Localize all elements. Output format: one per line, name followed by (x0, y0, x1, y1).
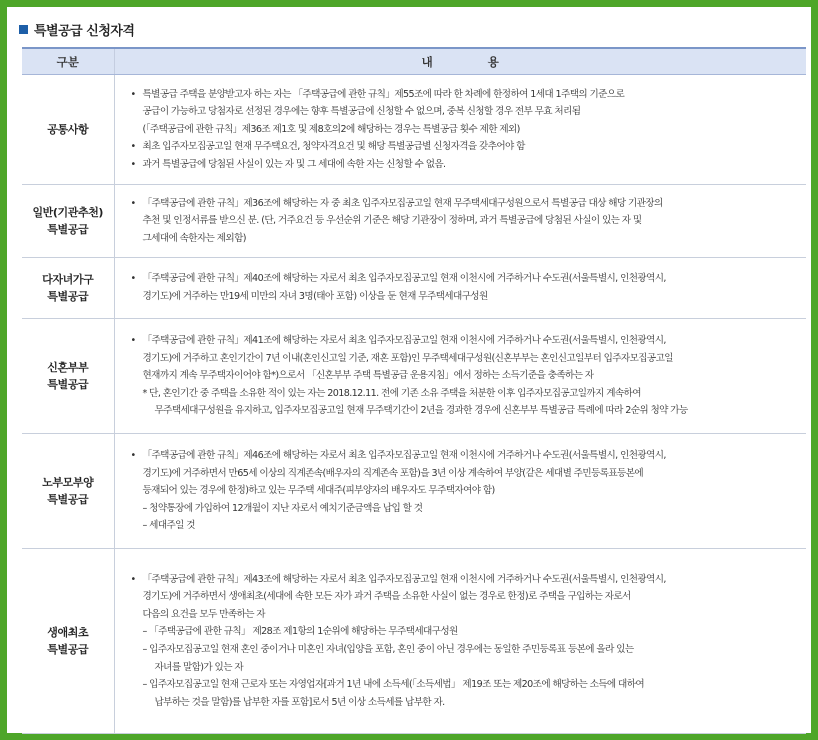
category-label: 일반(기관추천) (32, 206, 104, 219)
content-line: • 「주택공급에 관한 규칙」제43조에 해당하는 자로서 최초 입주자모집공고일 현재 이천시에 거주하거나 수도권(서울특별시, 인천광역시, (131, 571, 801, 589)
category-label: 특별공급 (47, 223, 89, 236)
header-content: 내용 (114, 48, 806, 75)
row-content (114, 258, 806, 319)
table-row (22, 185, 806, 258)
content-line: (「주택공급에 관한 규칙」제36조 제1호 및 제8호의2에 해당하는 경우는 특별공급 횟수 제한 제외) (142, 123, 520, 135)
row-content (114, 185, 806, 258)
content-line: 추천 및 인정서류를 받으신 분. (단, 거주요건 등 우선순위 기준은 해당 기관장이 정하며, 과거 특별공급에 당첨된 사실이 있는 자 및 (142, 215, 642, 227)
content-line: 다음의 요건을 모두 만족하는 자 (142, 608, 265, 620)
row-content (114, 319, 806, 434)
table-body (22, 75, 806, 734)
content-line: 자녀를 말함)가 있는 자 (154, 661, 243, 673)
content-line: 경기도)에 거주하면서 만65세 이상의 직계존속(배우자의 직계존속 포함)을 3년 이상 계속하여 부양(같은 세대별 주민등록표등본에 (142, 467, 644, 479)
eligibility-table (22, 47, 806, 734)
content-line: 경기도)에 거주하는 만19세 미만의 자녀 3명(태아 포함) 이상을 둔 현재 무주택세대구성원 (142, 291, 488, 302)
section-title-text: 특별공급 신청자격 (34, 23, 135, 39)
category-label: 다자녀가구 (42, 273, 94, 286)
content-line: • 「주택공급에 관한 규칙」제40조에 해당하는 자로서 최초 입주자모집공고일 현재 이천시에 거주하거나 수도권(서울특별시, 인천광역시, (131, 270, 801, 288)
row-content (114, 549, 806, 734)
category-label: 공통사항 (47, 123, 89, 136)
row-category (22, 258, 114, 319)
category-label: 생애최초 (47, 626, 89, 639)
row-category (22, 185, 114, 258)
content-line: • 과거 특별공급에 당첨된 사실이 있는 자 및 그 세대에 속한 자는 신청할 수 없음. (131, 156, 801, 174)
content-line: • 「주택공급에 관한 규칙」제46조에 해당하는 자로서 최초 입주자모집공고일 현재 이천시에 거주하거나 수도권(서울특별시, 인천광역시, (131, 447, 801, 465)
content-line: 납부하는 것을 말함)를 납부한 자를 포함]로서 5년 이상 소득세를 납부한 자. (154, 696, 445, 708)
content-line: 경기도)에 거주하면서 생애최초(세대에 속한 모든 자가 과거 주택을 소유한 사실이 없는 경우로 한정)로 주택을 구입하는 자로서 (142, 591, 631, 603)
row-category (22, 549, 114, 734)
content-line: • 「주택공급에 관한 규칙」제41조에 해당하는 자로서 최초 입주자모집공고일 현재 이천시에 거주하거나 수도권(서울특별시, 인천광역시, (131, 332, 801, 350)
content-line: – 「주택공급에 관한 규칙」 제28조 제1항의 1순위에 해당하는 무주택세대구성원 (142, 626, 458, 638)
content-line: 공급이 가능하고 당첨자로 선정된 경우에는 향후 특별공급에 신청할 수 없으며, 중복 신청할 경우 전부 무효 처리됨 (142, 106, 581, 118)
content-line: – 입주자모집공고일 현재 혼인 중이거나 미혼인 자녀(입양을 포함, 혼인 중이 아닌 경우에는 동일한 주민등록표 등본에 올라 있는 (142, 644, 634, 655)
row-content (114, 75, 806, 185)
square-bullet-icon (19, 25, 28, 34)
category-label: 특별공급 (47, 493, 89, 506)
content-line: 경기도)에 거주하고 혼인기간이 7년 이내(혼인신고일 기준, 재혼 포함)인 무주택세대구성원(신혼부부는 혼인신고일부터 입주자모집공고일 (142, 352, 673, 364)
content-line: • 특별공급 주택을 분양받고자 하는 자는 「주택공급에 관한 규칙」제55조에 따라 한 차례에 한정하여 1세대 1주택의 기준으로 (131, 86, 801, 104)
table-row (22, 258, 806, 319)
table-header-row (22, 48, 806, 75)
table-row (22, 319, 806, 434)
category-label: 노부모부양 (42, 476, 94, 489)
category-label: 특별공급 (47, 643, 89, 656)
content-line: • 「주택공급에 관한 규칙」제36조에 해당하는 자 중 최초 입주자모집공고일 현재 무주택세대구성원으로서 특별공급 대상 해당 기관장의 (131, 195, 801, 213)
table-row (22, 75, 806, 185)
table-row (22, 434, 806, 549)
table-row (22, 549, 806, 734)
content-line: 현재까지 계속 무주택자이어야 함*)으로서 「신혼부부 주택 특별공급 운용지침」에서 정하는 소득기준을 충족하는 자 (142, 370, 594, 382)
section-title (19, 19, 135, 39)
row-category (22, 319, 114, 434)
row-category (22, 434, 114, 549)
category-label: 특별공급 (47, 290, 89, 303)
content-line: 등재되어 있는 경우에 한정)하고 있는 무주택 세대주(피부양자의 배우자도 무주택자여야 함) (142, 485, 495, 497)
header-category: 구분 (22, 48, 114, 75)
content-line: – 청약통장에 가입하여 12개월이 지난 자로서 예치기준금액을 납입 할 것 (142, 502, 423, 514)
content-line: 무주택세대구성원을 유지하고, 입주자모집공고일 현재 무주택기간이 2년을 경과한 경우에 신혼부부 특별공급 특례에 따라 2순위 청약 가능 (154, 405, 688, 417)
row-category (22, 75, 114, 185)
category-label: 특별공급 (47, 378, 89, 391)
content-line: * 단, 혼인기간 중 주택을 소유한 적이 있는 자는 2018.12.11. 전에 기존 소유 주택을 처분한 이후 입주자모집공고일까지 계속하여 (142, 387, 641, 399)
content-line: 그세대에 속한자는 제외함) (142, 232, 246, 244)
row-content (114, 434, 806, 549)
content-line: • 최초 입주자모집공고일 현재 무주택요건, 청약자격요건 및 해당 특별공급별 신청자격을 갖추어야 함 (131, 138, 801, 156)
content-line: – 입주자모집공고일 현재 근로자 또는 자영업자[과거 1년 내에 소득세(「소득세법」 제19조 또는 제20조에 해당하는 소득에 대하여 (142, 679, 645, 691)
content-line: – 세대주일 것 (142, 520, 195, 532)
category-label: 신혼부부 (47, 361, 89, 374)
